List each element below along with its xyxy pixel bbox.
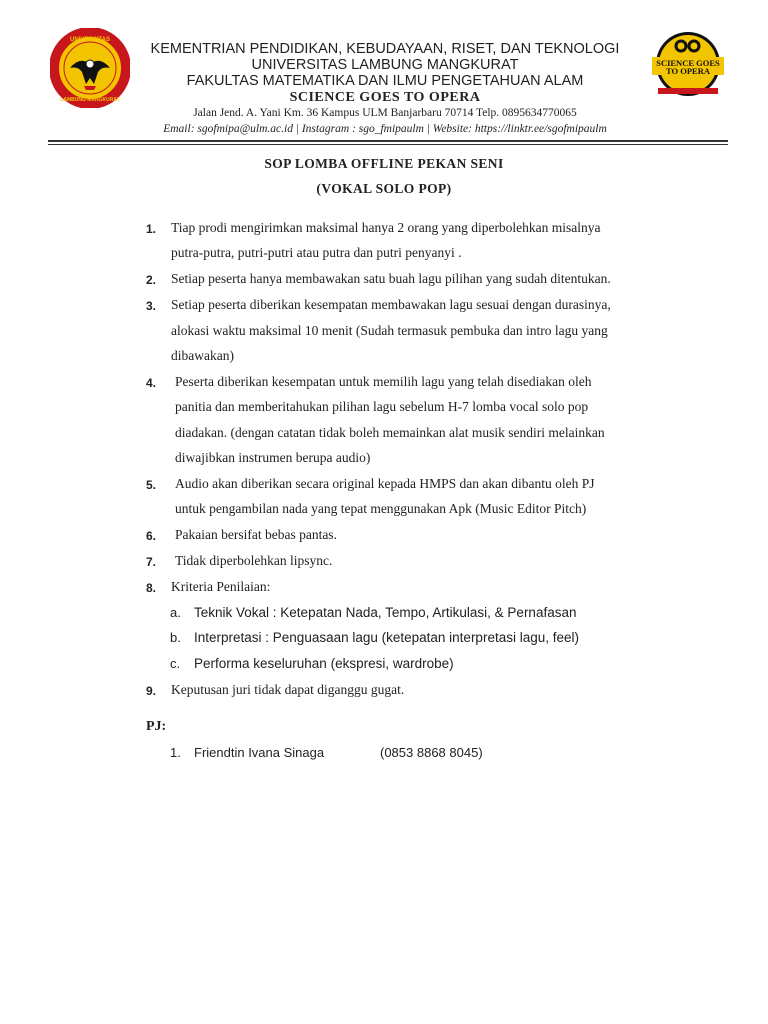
list-text: Audio akan diberikan secara original kepada HMPS dan akan dibantu oleh PJ [175,476,595,491]
list-text: Tiap prodi mengirimkan maksimal hanya 2 orang yang diperbolehkan misalnya [171,220,601,235]
university-seal-logo [50,28,130,108]
list-number: 3. [146,299,157,313]
list-text: alokasi waktu maksimal 10 menit (Sudah termasuk pembuka dan intro lagu yang [171,323,608,338]
list-text: putra-putra, putri-putri atau putra dan putri penyanyi . [171,245,462,260]
list-text: Keputusan juri tidak dapat diganggu gugat. [171,682,405,697]
list-number: 9. [146,684,157,698]
svg-text:UNIVERSITAS: UNIVERSITAS [70,37,110,43]
list-text: diadakan. (dengan catatan tidak boleh memainkan alat musik sendiri melainkan [175,425,605,440]
criteria-letter: c. [170,656,181,671]
list-text: diwajibkan instrumen berupa audio) [175,450,371,465]
criteria-text: Teknik Vokal : Ketepatan Nada, Tempo, Artikulasi, & Pernafasan [194,605,577,620]
list-text: Setiap peserta hanya membawakan satu buah lagu pilihan yang sudah ditentukan. [171,271,611,286]
list-text: Tidak diperbolehkan lipsync. [175,553,333,568]
list-text: Setiap peserta diberikan kesempatan membawakan lagu sesuai dengan durasinya, [171,297,611,312]
criteria-text: Interpretasi : Penguasaan lagu (ketepatan interpretasi lagu, feel) [194,630,579,645]
list-number: 1. [146,222,157,236]
list-number: 8. [146,581,157,595]
list-text: Peserta diberikan kesempatan untuk memilih lagu yang telah disediakan oleh [175,374,592,389]
svg-text:TO OPERA: TO OPERA [665,66,711,76]
list-text: panitia dan memberitahukan pilihan lagu sebelum H-7 lomba vocal solo pop [175,399,589,414]
document-subtitle: (VOKAL SOLO POP) [316,181,452,196]
svg-text:SCIENCE GOES: SCIENCE GOES [656,58,720,68]
document-title: SOP LOMBA OFFLINE PEKAN SENI [264,156,504,171]
list-number: 4. [146,376,157,390]
list-text: Kriteria Penilaian: [171,579,271,594]
pj-number: 1. [170,745,181,760]
event-name: SCIENCE GOES TO OPERA [289,90,481,105]
list-number: 2. [146,273,157,287]
svg-text:LAMBUNG MANGKURAT: LAMBUNG MANGKURAT [60,97,120,103]
list-number: 6. [146,529,157,543]
letterhead-divider-thin [48,144,728,145]
list-text: untuk pengambilan nada yang tepat menggunakan Apk (Music Editor Pitch) [175,501,587,516]
pj-phone: (0853 8868 8045) [380,745,483,760]
list-number: 7. [146,555,157,569]
criteria-letter: b. [170,630,181,645]
list-text: Pakaian bersifat bebas pantas. [175,527,337,542]
letterhead-divider-thick [48,140,728,142]
university-name: UNIVERSITAS LAMBUNG MANGKURAT [251,57,519,73]
faculty-name: FAKULTAS MATEMATIKA DAN ILMU PENGETAHUAN ALAM [186,73,584,89]
event-logo [648,30,728,100]
pj-name: Friendtin Ivana Sinaga [194,745,325,760]
pj-heading: PJ: [146,719,167,734]
ministry-name: KEMENTRIAN PENDIDIKAN, KEBUDAYAAN, RISET, DAN TEKNOLOGI [150,41,620,57]
contact-line: Email: sgofmipa@ulm.ac.id | Instagram : sgo_fmipaulm | Website: https://linktr.ee/sgofmipaulm [163,123,607,135]
criteria-text: Performa keseluruhan (ekspresi, wardrobe) [194,656,454,671]
list-text: dibawakan) [171,348,234,363]
address-line: Jalan Jend. A. Yani Km. 36 Kampus ULM Banjarbaru 70714 Telp. 0895634770065 [193,107,577,119]
criteria-letter: a. [170,605,181,620]
list-number: 5. [146,478,157,492]
